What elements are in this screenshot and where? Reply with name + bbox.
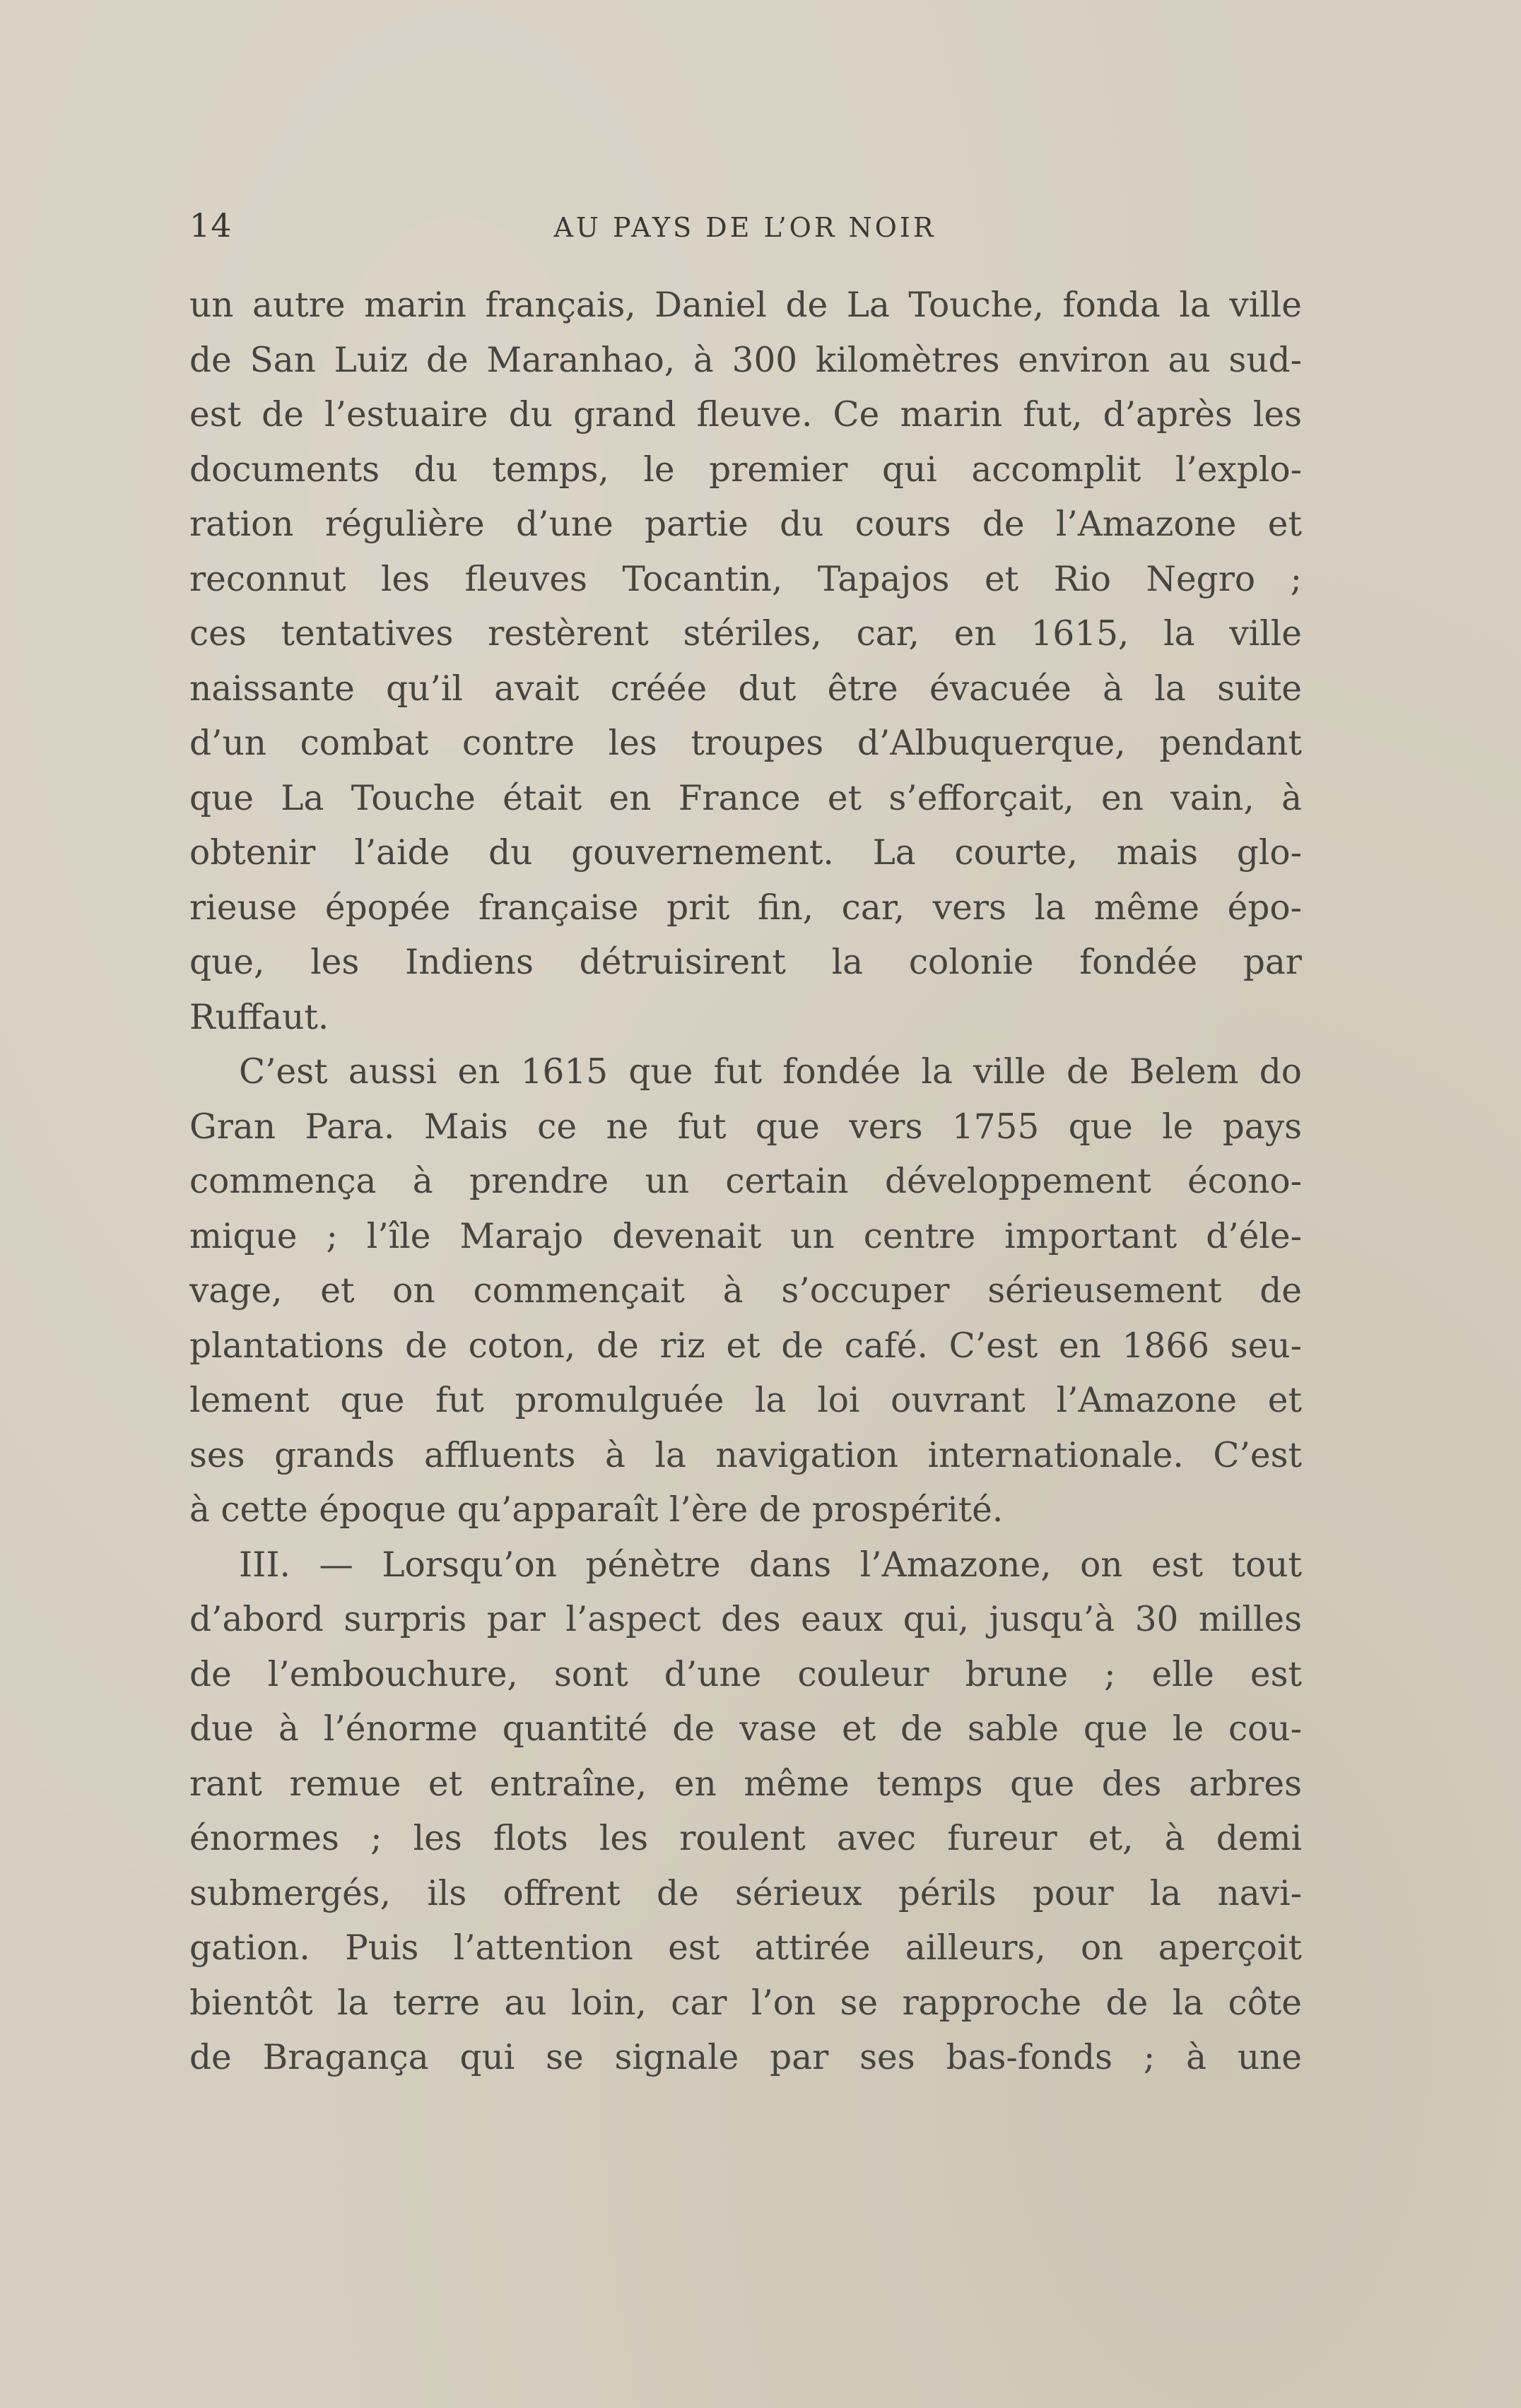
text-line: plantations de coton, de riz et de café. C’est en 1866 seu- [189,1326,1302,1366]
text-line: reconnut les fleuves Tocantin, Tapajos et Rio Negro ; [189,559,1302,599]
running-title: AU PAYS DE L’OR NOIR [553,212,936,243]
text-line: mique ; l’île Marajo devenait un centre important d’éle- [189,1216,1302,1256]
page-number: 14 [189,206,233,244]
text-line: Ruffaut. [189,997,329,1037]
text-line: énormes ; les flots les roulent avec fureur et, à demi [189,1819,1302,1858]
text-line: ces tentatives restèrent stériles, car, en 1615, la ville [189,614,1302,654]
text-line: documents du temps, le premier qui accomplit l’explo- [189,449,1302,490]
text-line: naissante qu’il avait créée dut être évacuée à la suite [189,668,1302,709]
text-line: de San Luiz de Maranhao, à 300 kilomètres environ au sud- [189,340,1302,380]
text-line: C’est aussi en 1615 que fut fondée la ville de Belem do [239,1052,1302,1092]
text-line: ses grands affluents à la navigation internationale. C’est [189,1435,1302,1475]
text-line: un autre marin français, Daniel de La Touche, fonda la ville [189,285,1302,325]
text-line: rant remue et entraîne, en même temps que des arbres [189,1764,1302,1804]
text-line: gation. Puis l’attention est attirée ailleurs, on aperçoit [189,1928,1302,1968]
text-line: d’un combat contre les troupes d’Albuquerque, pendant [189,724,1302,763]
text-line: commença à prendre un certain développement écono- [189,1162,1302,1201]
text-line: rieuse épopée française prit fin, car, vers la même épo- [189,887,1302,928]
text-line: due à l’énorme quantité de vase et de sable que le cou- [189,1709,1302,1749]
text-line: est de l’estuaire du grand fleuve. Ce marin fut, d’après les [189,395,1302,435]
text-line: bientôt la terre au loin, car l’on se rapproche de la côte [189,1983,1302,2023]
text-line: de Bragança qui se signale par ses bas-fonds ; à une [189,2038,1302,2077]
text-line: que, les Indiens détruisirent la colonie fondée par [189,943,1302,982]
text-line: III. — Lorsqu’on pénètre dans l’Amazone, on est tout [239,1545,1302,1585]
text-line: lement que fut promulguée la loi ouvrant l’Amazone et [189,1381,1302,1420]
text-line: vage, et on commençait à s’occuper sérieusement de [189,1271,1302,1311]
page-header [189,206,1300,249]
text-line: de l’embouchure, sont d’une couleur brune ; elle est [189,1654,1302,1694]
text-line: obtenir l’aide du gouvernement. La courte, mais glo- [189,833,1302,873]
text-line: submergés, ils offrent de sérieux périls pour la navi- [189,1873,1302,1913]
text-line: à cette époque qu’apparaît l’ère de prospérité. [189,1490,1004,1530]
body-text [189,278,1302,2086]
text-line: que La Touche était en France et s’efforçait, en vain, à [189,778,1302,818]
text-line: ration régulière d’une partie du cours de l’Amazone et [189,504,1302,544]
text-line: d’abord surpris par l’aspect des eaux qui, jusqu’à 30 milles [189,1600,1302,1639]
text-line: Gran Para. Mais ce ne fut que vers 1755 que le pays [189,1106,1302,1147]
